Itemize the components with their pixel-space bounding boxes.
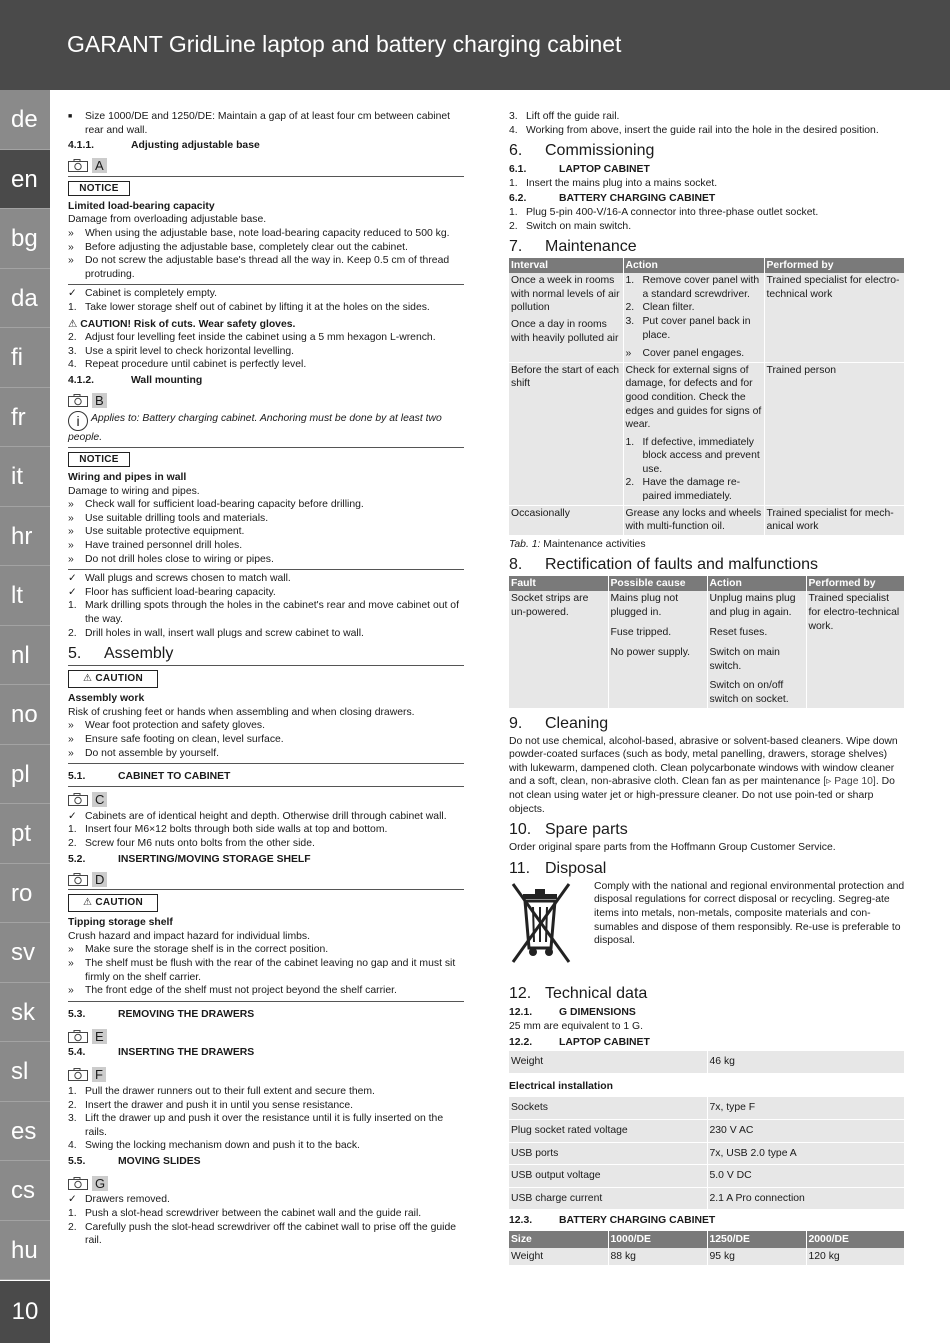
step-item: 1. Insert four M6×12 bolts through both side walls at top and bottom.	[68, 824, 388, 836]
step-item: 1. Take lower storage shelf out of cabinet by lifting it at the holes on the sides.	[68, 301, 430, 313]
table-row: USB charge current 2.1 A Pro connection	[509, 1187, 905, 1210]
table-caption: Tab. 1: Maintenance activities	[509, 538, 646, 550]
divider	[68, 447, 464, 448]
step-item: 2. Insert the drawer and push it in until you sense resistance.	[68, 1099, 353, 1111]
step-item: 3. Use a spirit level to check horizontal levelling.	[68, 345, 295, 357]
info-icon: i	[68, 411, 88, 431]
check-item: ✓ Drawers removed.	[68, 1194, 170, 1206]
step-item: 1. Remove cover panel with a standard screwdriver.	[625, 275, 760, 300]
faults-table: Fault Possible cause Action Performed by Socket strips are un-powered. Mains plug not plugged in. Fuse tripped. No power supply. Unplug mains plug and plug in again. Reset fuses. Switch on main switch. Switch on on/off switch on socket. Trained specialist for electro-technical work.	[509, 576, 905, 708]
chapter-heading: 11. Disposal	[509, 859, 607, 877]
right-column	[509, 110, 905, 1266]
section-heading: 12.1. G DIMENSIONS	[509, 1007, 636, 1019]
page-number: 10	[0, 1281, 50, 1343]
language-tab-de[interactable]: de	[0, 90, 50, 150]
language-tab-no[interactable]: no	[0, 685, 50, 745]
battery-cabinet-table: Size 1000/DE 1250/DE 2000/DE Weight 88 kg 95 kg 120 kg	[509, 1231, 905, 1267]
section-heading: 5.5. MOVING SLIDES	[68, 1155, 201, 1167]
document-title: GARANT GridLine laptop and battery charging cabinet	[67, 31, 622, 57]
step-item: 4. Repeat procedure until cabinet is perfectly level.	[68, 359, 307, 371]
language-tab-fr[interactable]: fr	[0, 388, 50, 448]
language-tab-en[interactable]: en	[0, 150, 50, 210]
step-item: 2. Have the damage re-paired immediately.	[625, 477, 741, 503]
section-heading: 5.2. INSERTING/MOVING STORAGE SHELF	[68, 853, 311, 865]
result-item: » Cover panel engages.	[625, 348, 745, 360]
figure-ref: C	[68, 792, 464, 808]
step-item: 1. Push a slot-head screwdriver between the cabinet wall and the guide rail.	[68, 1208, 422, 1220]
caution-inline: ⚠ CAUTION! Risk of cuts. Wear safety gloves.	[68, 318, 296, 330]
table-row: Sockets 7x, type F	[509, 1097, 905, 1120]
caution-badge: ⚠ CAUTION	[68, 894, 158, 912]
step-item: 2. Clean filter.	[625, 302, 695, 314]
language-tab-cs[interactable]: cs	[0, 1161, 50, 1221]
step-item: 2. Drill holes in wall, insert wall plugs and screw cabinet to wall.	[68, 627, 364, 639]
list-item: ■ Size 1000/DE and 1250/DE: Maintain a gap of at least four cm between cabinet rear and wall.	[68, 111, 451, 136]
left-column	[68, 110, 464, 1248]
notice-badge: NOTICE	[68, 181, 130, 196]
step-item: 1. If defective, immediately block access and prevent use.	[625, 436, 760, 475]
maintenance-table: Interval Action Performed by Once a week in rooms with normal levels of air pollution Once a day in rooms with heavily polluted air 1. Remove cover panel with a standard screwdriver. 2. Clean filter. 3. Put cover panel back in place. » Cover panel engages. Trained specialist for electro-technical work Before the start of each shift Check for external signs of damage, for defects and for good condition. Check the edges and guides for signs of wear. 1. If defective, immediately block access and prevent use. 2. Have the damage re-paired immediately. Trained person Occasionally Grease any locks and wheels with multi-function oil. Trained specialist for mech-anical work	[509, 258, 905, 536]
disposal-text: Comply with the national and regional environmental protection and disposal regulations for correct disposal or recycling. Segreg-ate items into metals, non-metals, composite materials and con-sumables and dispose of them responsibly. Re-use is preferable to disposal.	[594, 880, 905, 947]
figure-ref: B	[68, 393, 464, 409]
list-item: » Wear foot protection and safety gloves.	[68, 720, 266, 732]
caution-text: Risk of crushing feet or hands when assembling and when closing drawers.	[68, 706, 415, 718]
list-item: » The front edge of the shelf must not project beyond the shelf carrier.	[68, 985, 397, 997]
language-tab-hu[interactable]: hu	[0, 1221, 50, 1281]
language-tab-hr[interactable]: hr	[0, 507, 50, 567]
notice-text: Damage to wiring and pipes.	[68, 485, 200, 497]
dimension-text: 25 mm are equivalent to 1 G.	[509, 1020, 643, 1032]
chapter-heading: 10. Spare parts	[509, 821, 628, 839]
step-item: 1. Pull the drawer runners out to their full extent and secure them.	[68, 1085, 375, 1097]
chapter-heading: 12. Technical data	[509, 985, 648, 1003]
chapter-heading: 5. Assembly	[68, 645, 174, 663]
divider	[68, 889, 464, 890]
language-tab-es[interactable]: es	[0, 1102, 50, 1162]
language-tab-pt[interactable]: pt	[0, 804, 50, 864]
caution-text: Crush hazard and impact hazard for individual limbs.	[68, 930, 310, 942]
section-heading: 12.2. LAPTOP CABINET	[509, 1036, 650, 1048]
warning-icon: ⚠	[82, 897, 93, 909]
table-row: USB output voltage 5.0 V DC	[509, 1165, 905, 1188]
table-row: Weight 88 kg 95 kg 120 kg	[509, 1248, 905, 1266]
language-tab-nl[interactable]: nl	[0, 626, 50, 686]
check-item: ✓ Wall plugs and screws chosen to match wall.	[68, 573, 291, 585]
language-tab-lt[interactable]: lt	[0, 566, 50, 626]
camera-icon	[68, 873, 88, 886]
step-item: 4. Working from above, insert the guide rail into the hole in the desired position.	[509, 124, 879, 136]
list-item: » Check wall for sufficient load-bearing capacity before drilling.	[68, 499, 364, 511]
table-row: Before the start of each shift Check for external signs of damage, for defects and for good condition. Check the edges and guides for signs of wear. 1. If defective, immediately block access and prevent use. 2. Have the damage re-paired immediately. Trained person	[509, 362, 905, 505]
list-item: » When using the adjustable base, note load-bearing capacity reduced to 500 kg.	[68, 227, 450, 239]
section-heading: 5.3. REMOVING THE DRAWERS	[68, 1008, 255, 1020]
section-heading: 5.1. CABINET TO CABINET	[68, 771, 231, 783]
notice-text: Damage from overloading adjustable base.	[68, 214, 267, 226]
step-item: 3. Lift the drawer up and push it over the resistance until it is fully inserted on the rails.	[68, 1113, 444, 1138]
divider	[68, 763, 464, 764]
list-item: » Ensure safe footing on clean, level surface.	[68, 734, 284, 745]
step-item: 2. Screw four M6 nuts onto bolts from the other side.	[68, 837, 315, 849]
section-heading: 6.2. BATTERY CHARGING CABINET	[509, 193, 716, 205]
caution-badge: ⚠ CAUTION	[68, 670, 158, 688]
caution-title: Tipping storage shelf	[68, 917, 173, 929]
section-heading: 6.1. LAPTOP CABINET	[509, 164, 650, 176]
list-item: » Do not assemble by yourself.	[68, 747, 219, 759]
step-item: 4. Swing the locking mechanism down and push it to the back.	[68, 1140, 360, 1152]
camera-icon	[68, 1030, 88, 1043]
figure-ref: E	[68, 1028, 464, 1044]
step-item: 1. Mark drilling spots through the holes in the cabinet's rear and move cabinet out of the way.	[68, 600, 459, 626]
language-tab-sl[interactable]: sl	[0, 1042, 50, 1102]
language-tab-fi[interactable]: fi	[0, 328, 50, 388]
table-row: Weight 46 kg	[509, 1051, 905, 1073]
info-note: i Applies to: Battery charging cabinet. Anchoring must be done by at least two people.	[68, 412, 442, 443]
camera-icon	[68, 1068, 88, 1081]
list-item: » Have trained personnel drill holes.	[68, 540, 243, 552]
laptop-cabinet-table	[509, 1051, 905, 1210]
chapter-heading: 7. Maintenance	[509, 238, 637, 256]
language-tab-sk[interactable]: sk	[0, 983, 50, 1043]
step-item: 1. Plug 5-pin 400-V/16-A connector into three-phase outlet socket.	[509, 206, 819, 218]
table-row: USB ports 7x, USB 2.0 type A	[509, 1142, 905, 1165]
page-reference[interactable]: [▹ Page 10]	[823, 776, 876, 788]
table-row: Occasionally Grease any locks and wheels with multi-function oil. Trained specialist for mech-anical work	[509, 505, 905, 535]
step-item: 2. Adjust four levelling feet inside the cabinet using a 5 mm hexagon L-wrench.	[68, 332, 436, 344]
divider	[68, 176, 464, 177]
step-item: 2. Switch on main switch.	[509, 220, 632, 232]
divider	[68, 665, 464, 666]
warning-icon: ⚠	[68, 318, 78, 330]
page-header	[0, 0, 950, 90]
list-item: » Use suitable drilling tools and materials.	[68, 512, 269, 524]
spare-parts-text: Order original spare parts from the Hoffmann Group Customer Service.	[509, 842, 836, 854]
language-tab-it[interactable]: it	[0, 447, 50, 507]
list-item: » Use suitable protective equipment.	[68, 526, 245, 538]
language-tab-bg[interactable]: bg	[0, 209, 50, 269]
chapter-heading: 6. Commissioning	[509, 142, 655, 160]
table-row: Socket strips are un-powered. Mains plug not plugged in. Fuse tripped. No power supply. Unplug mains plug and plug in again. Reset fuses. Switch on main switch. Switch on on/off switch on socket. Trained specialist for electro-technical work.	[509, 591, 905, 708]
divider	[68, 1001, 464, 1002]
chapter-heading: 8. Rectification of faults and malfunctions	[509, 556, 819, 574]
step-item: 3. Lift off the guide rail.	[509, 111, 620, 122]
section-heading: 5.4. INSERTING THE DRAWERS	[68, 1047, 255, 1059]
camera-icon	[68, 159, 88, 172]
check-item: ✓ Cabinet is completely empty.	[68, 288, 218, 300]
list-item: » Make sure the storage shelf is in the correct position.	[68, 944, 329, 956]
language-tabs	[0, 90, 50, 1280]
divider	[68, 569, 464, 570]
camera-icon	[68, 1177, 88, 1190]
notice-badge: NOTICE	[68, 452, 130, 467]
check-item: ✓ Cabinets are of identical height and depth. Otherwise drill through cabinet wall.	[68, 810, 447, 822]
step-item: 3. Put cover panel back in place.	[625, 315, 751, 341]
section-heading: 12.3. BATTERY CHARGING CABINET	[509, 1215, 716, 1227]
figure-ref: F	[68, 1067, 464, 1083]
table-row: Electrical installation	[509, 1073, 905, 1097]
warning-icon: ⚠	[82, 673, 93, 685]
divider	[68, 284, 464, 285]
language-tab-sv[interactable]: sv	[0, 923, 50, 983]
step-item: 2. Carefully push the slot-head screwdriver off the cabinet wall to prise off the guide rail.	[68, 1221, 456, 1247]
check-item: ✓ Floor has sufficient load-bearing capacity.	[68, 586, 276, 598]
notice-title: Limited load-bearing capacity	[68, 200, 215, 212]
language-tab-ro[interactable]: ro	[0, 864, 50, 924]
figure-ref: A	[68, 158, 464, 174]
list-item: » Before adjusting the adjustable base, completely clear out the cabinet.	[68, 241, 408, 253]
step-item: 1. Insert the mains plug into a mains socket.	[509, 177, 718, 189]
language-tab-pl[interactable]: pl	[0, 745, 50, 805]
list-item: » Do not drill holes close to wiring or pipes.	[68, 553, 274, 565]
section-heading: 4.1.1. Adjusting adjustable base	[68, 140, 260, 152]
disposal-block	[509, 880, 905, 971]
list-item: » The shelf must be flush with the rear of the cabinet leaving no gap and it must sit firmly on the shelf carrier.	[68, 957, 456, 983]
camera-icon	[68, 793, 88, 806]
caution-title: Assembly work	[68, 693, 145, 705]
figure-ref: D	[68, 871, 464, 887]
section-heading: 4.1.2. Wall mounting	[68, 374, 203, 386]
language-tab-da[interactable]: da	[0, 269, 50, 329]
table-row: Plug socket rated voltage 230 V AC	[509, 1119, 905, 1142]
table-row: Once a week in rooms with normal levels of air pollution Once a day in rooms with heavily polluted air 1. Remove cover panel with a standard screwdriver. 2. Clean filter. 3. Put cover panel back in place. » Cover panel engages. Trained specialist for electro-technical work	[509, 273, 905, 362]
chapter-heading: 9. Cleaning	[509, 714, 609, 732]
cleaning-text: Do not use chemical, alcohol-based, abrasive or solvent-based cleaners. Wipe down powder-coated surfaces (such as body, metal panelling, drawers, storage shelves) with lukewarm, dampened cloth. Clean polycarbonate windows with window cleaner and a soft, clean, non-abrasive cloth. Clean fan as per maintenance [▹ Page 10]. Do not clean using water jet or high-pressure cleaner. Do not use poin-ted or sharp objects.	[509, 735, 898, 815]
list-item: » Do not screw the adjustable base's thread all the way in. Keep 0.5 cm of thread protruding.	[68, 255, 450, 280]
camera-icon	[68, 394, 88, 407]
notice-title: Wiring and pipes in wall	[68, 472, 187, 484]
crossed-bin-icon	[509, 880, 594, 971]
divider	[68, 786, 464, 787]
figure-ref: G	[68, 1175, 464, 1191]
